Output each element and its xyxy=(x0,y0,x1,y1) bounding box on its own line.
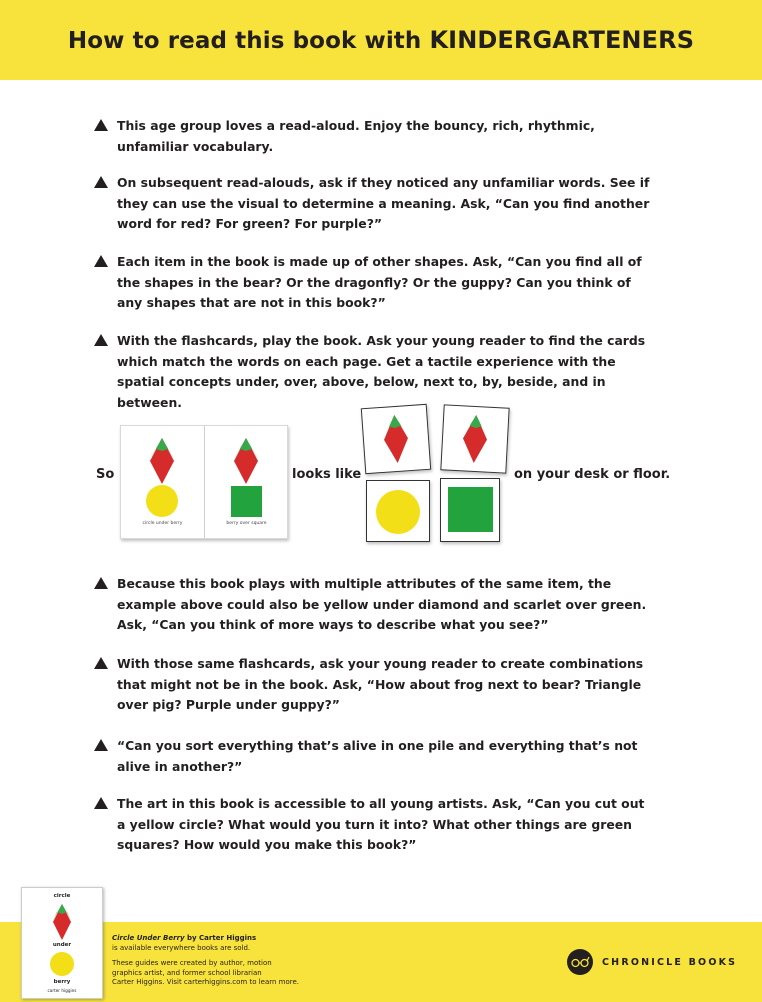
tip-text: Because this book plays with multiple attributes of the same item, the example above could also be yellow under diamond and scarlet over green. Ask, “Can you think of more ways to describe what you see?” xyxy=(117,576,647,632)
green-square-icon xyxy=(441,479,499,541)
book-page-caption: circle under berry xyxy=(142,521,183,526)
tip-item xyxy=(94,173,654,235)
triangle-bullet-icon xyxy=(94,657,108,669)
header-band xyxy=(0,0,762,80)
triangle-bullet-icon xyxy=(94,797,108,809)
tip-text: Each item in the book is made up of other shapes. Ask, “Can you find all of the shapes in the bear? Or the dragonfly? Or the guppy? Can you think of any shapes that are not in this book?” xyxy=(117,254,642,310)
page-title-prefix: How to read this book with xyxy=(67,28,430,54)
book-author: by Carter Higgins xyxy=(184,934,257,942)
flashcard-circle[interactable] xyxy=(366,480,430,542)
tip-item xyxy=(94,252,654,314)
cover-word: under xyxy=(52,942,72,948)
book-page-left xyxy=(121,426,204,538)
tip-item xyxy=(94,654,654,716)
tip-text: With the flashcards, play the book. Ask your young reader to find the cards which match the words on each page. Get a tactile experience with the spatial concepts under, over, above, below, next to, by, beside, and in between. xyxy=(117,333,646,410)
credit-line: Carter Higgins. Visit carterhiggins.com to learn more. xyxy=(112,978,300,986)
flashcard-example xyxy=(0,400,762,545)
book-title: Circle Under Berry xyxy=(112,934,185,942)
triangle-bullet-icon xyxy=(94,334,108,346)
credit-line: These guides were created by author, motion xyxy=(112,959,272,967)
book-title-line xyxy=(112,934,342,944)
tip-item xyxy=(94,794,654,856)
page-title xyxy=(68,26,694,54)
availability-text: is available everywhere books are sold. xyxy=(112,943,251,952)
triangle-bullet-icon xyxy=(94,119,108,131)
triangle-bullet-icon xyxy=(94,176,108,188)
flashcard-berry[interactable] xyxy=(361,404,431,474)
berry-icon xyxy=(441,405,508,472)
triangle-bullet-icon xyxy=(94,739,108,751)
tip-text: “Can you sort everything that’s alive in one pile and everything that’s not alive in another?” xyxy=(117,738,638,774)
yellow-circle-icon xyxy=(367,481,429,541)
flashcard-square[interactable] xyxy=(440,478,500,542)
credit-line: graphics artist, and former school librarian xyxy=(112,968,262,977)
page-title-emphasis: KINDERGARTENERS xyxy=(429,26,695,54)
publisher-name: CHRONICLE BOOKS xyxy=(602,956,738,968)
berry-icon xyxy=(362,405,430,473)
flashcard-berry[interactable] xyxy=(440,404,509,473)
book-page-right xyxy=(205,426,288,538)
tip-item xyxy=(94,736,654,777)
book-cover xyxy=(21,887,103,999)
open-book-spread xyxy=(120,425,288,539)
tip-item xyxy=(94,574,654,636)
book-page-caption: berry over square xyxy=(226,521,267,526)
tip-text: With those same flashcards, ask your young reader to create combinations that might not be in the book. Ask, “How about frog next to bear? Triangle over pig? Purple under guppy?” xyxy=(117,656,644,712)
on-desk-label: on your desk or floor. xyxy=(514,467,671,482)
tip-item xyxy=(94,116,654,157)
footer-credit xyxy=(112,934,342,988)
tip-text: This age group loves a read-aloud. Enjoy the bouncy, rich, rhythmic, unfamiliar vocabulary. xyxy=(117,118,595,154)
tip-text: On subsequent read-alouds, ask if they noticed any unfamiliar words. See if they can use the visual to determine a meaning. Ask, “Can you find another word for red? For green? For purple?” xyxy=(117,175,650,231)
publisher-brand xyxy=(566,947,737,977)
so-label: So xyxy=(96,467,115,482)
tip-text: The art in this book is accessible to all young artists. Ask, “Can you cut out a yellow circle? What would you turn it into? What other things are green squares? How would you make this book?” xyxy=(117,796,645,852)
cover-author: carter higgins xyxy=(47,988,77,993)
cover-word: berry xyxy=(53,979,71,985)
cover-word: circle xyxy=(53,893,71,899)
chronicle-books-logo-icon xyxy=(566,948,594,976)
triangle-bullet-icon xyxy=(94,255,108,267)
looks-like-label: looks like xyxy=(292,467,362,482)
triangle-bullet-icon xyxy=(94,577,108,589)
